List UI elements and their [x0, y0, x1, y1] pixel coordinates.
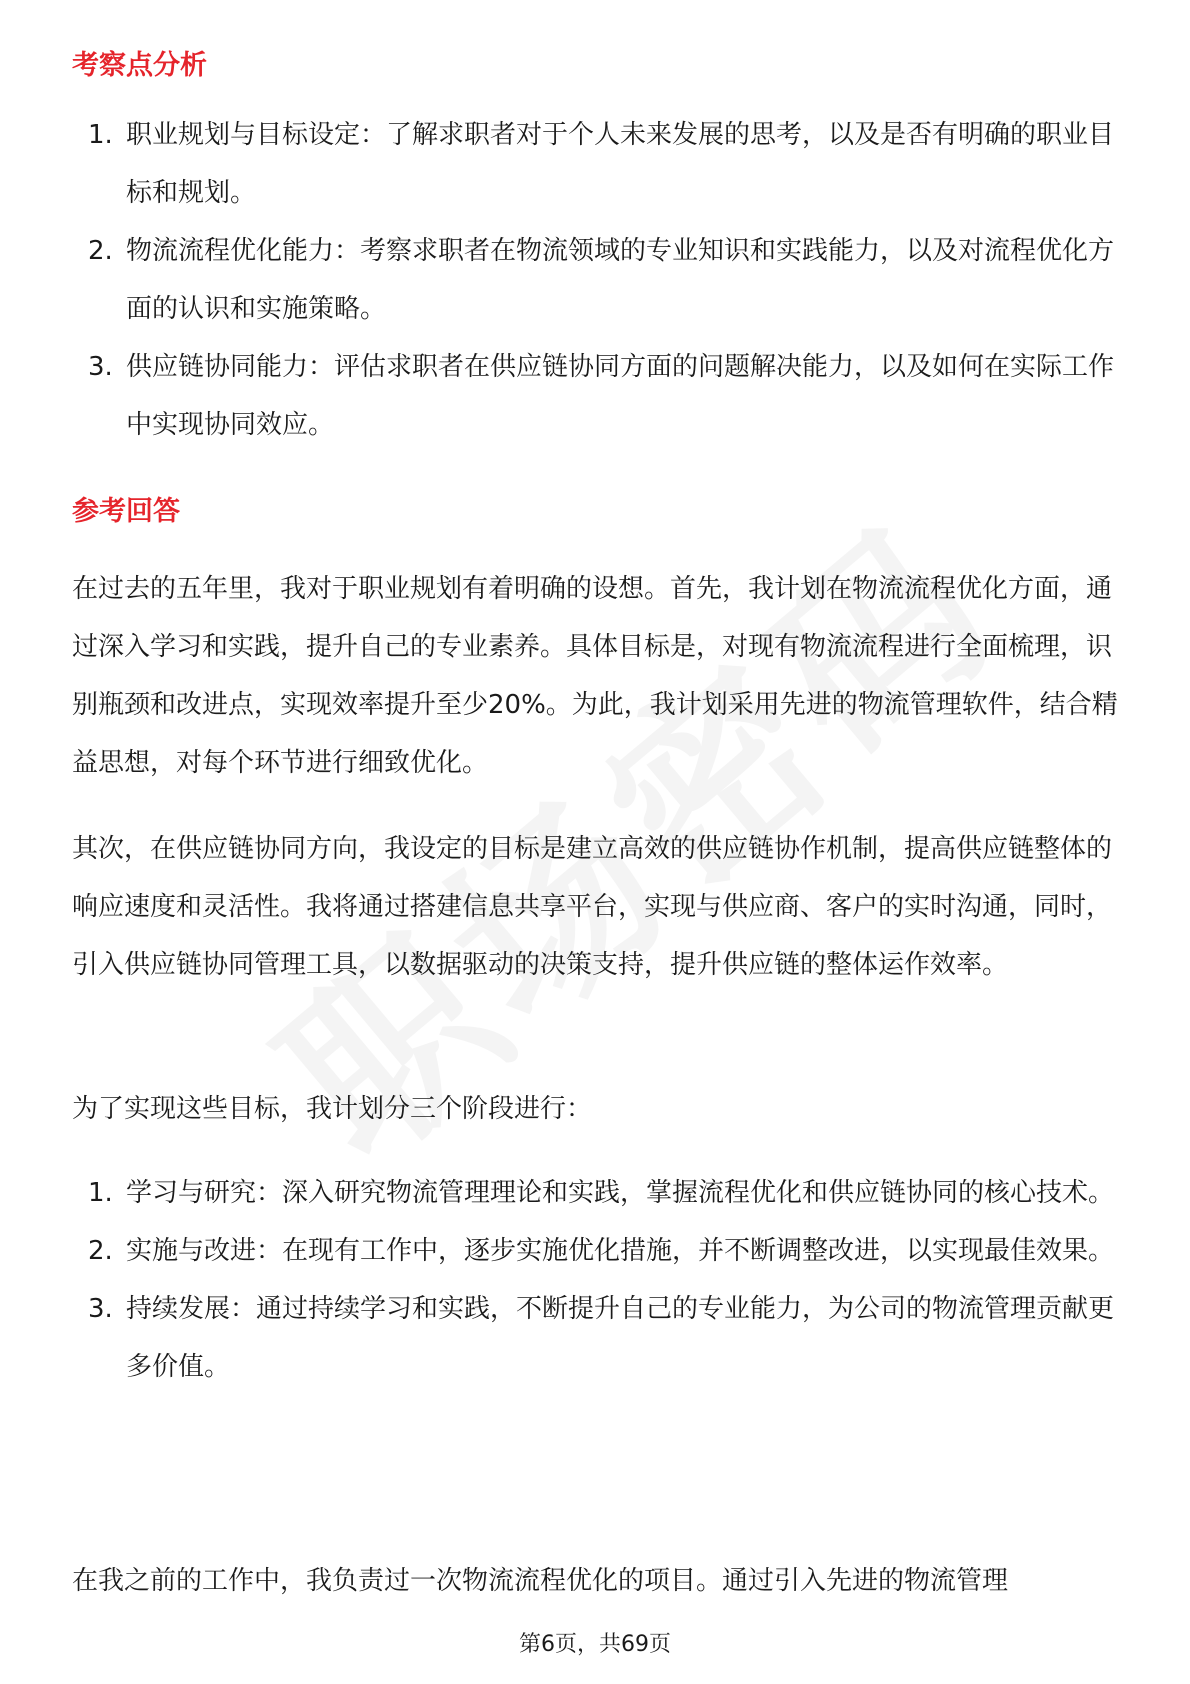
answer-paragraph-2: 其次，在供应链协同方向，我设定的目标是建立高效的供应链协作机制，提高供应链整体的响应速度和灵活性。我将通过搭建信息共享平台，实现与供应商、客户的实时沟通，同时，引入供应链协同管理工具，以数据驱动的决策支持，提升供应链的整体运作效率。 — [72, 834, 1113, 980]
plan-list — [72, 1164, 1122, 1396]
list-item-number: 1. — [88, 1178, 113, 1208]
list-item — [72, 1222, 1122, 1280]
list-item — [72, 338, 1122, 454]
list-item-text: 持续发展：通过持续学习和实践，不断提升自己的专业能力，为公司的物流管理贡献更多价值。 — [126, 1294, 1115, 1382]
answer-paragraph-4: 在我之前的工作中，我负责过一次物流流程优化的项目。通过引入先进的物流管理 — [72, 1566, 1009, 1596]
list-item-text: 供应链协同能力：评估求职者在供应链协同方面的问题解决能力，以及如何在实际工作中实现协同效应。 — [126, 352, 1115, 440]
list-item-number: 2. — [88, 1236, 113, 1266]
list-item — [72, 1164, 1122, 1222]
answer-paragraph-3: 为了实现这些目标，我计划分三个阶段进行： — [72, 1094, 593, 1124]
list-item-text: 物流流程优化能力：考察求职者在物流领域的专业知识和实践能力，以及对流程优化方面的认识和实施策略。 — [126, 236, 1115, 324]
section-title-analysis: 考察点分析 — [72, 50, 207, 81]
list-item — [72, 1280, 1122, 1396]
list-item-number: 2. — [88, 236, 113, 266]
list-item-text: 职业规划与目标设定：了解求职者对于个人未来发展的思考，以及是否有明确的职业目标和规划。 — [126, 120, 1115, 208]
list-item-text: 实施与改进：在现有工作中，逐步实施优化措施，并不断调整改进，以实现最佳效果。 — [126, 1236, 1115, 1266]
page-number-footer: 第6页，共69页 — [519, 1632, 671, 1657]
analysis-list — [72, 106, 1122, 454]
list-item — [72, 222, 1122, 338]
section-title-reference-answer: 参考回答 — [72, 496, 180, 527]
list-item-number: 3. — [88, 352, 113, 382]
list-item-number: 3. — [88, 1294, 113, 1324]
list-item — [72, 106, 1122, 222]
list-item-text: 学习与研究：深入研究物流管理理论和实践，掌握流程优化和供应链协同的核心技术。 — [126, 1178, 1115, 1208]
list-item-number: 1. — [88, 120, 113, 150]
answer-paragraph-1: 在过去的五年里，我对于职业规划有着明确的设想。首先，我计划在物流流程优化方面，通过深入学习和实践，提升自己的专业素养。具体目标是，对现有物流流程进行全面梳理，识别瓶颈和改进点，实现效率提升至少20%。为此，我计划采用先进的物流管理软件，结合精益思想，对每个环节进行细致优化。 — [72, 574, 1118, 778]
